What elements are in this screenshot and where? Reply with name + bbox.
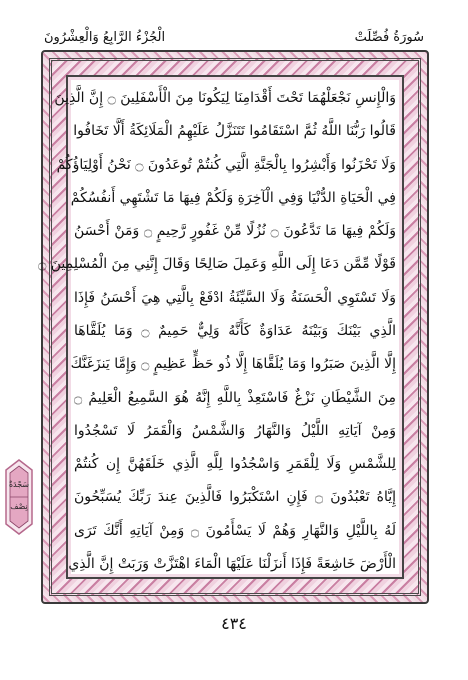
verse-line: قَالُوا رَبُّنَا اللَّهُ ثُمَّ اسْتَقَامُوا تَتَنَزَّلُ عَلَيْهِمُ الْمَلَائِكَةُ أَلَّا تَخَافُوا xyxy=(73,123,396,140)
verse-line: قَوْلًا مِّمَّن دَعَا إِلَى اللَّهِ وَعَمِلَ صَالِحًا وَقَالَ إِنَّنِي مِنَ الْمُسْلِمِينَ ۝ xyxy=(38,256,396,273)
sajdah-marker xyxy=(2,458,36,536)
page-header xyxy=(44,26,424,48)
sajdah-label: سَجْدَةٌ xyxy=(8,480,30,489)
verse-line: مِنَ الشَّيْطَانِ نَزْغٌ فَاسْتَعِذْ بِاللَّهِ إِنَّهُ هُوَ السَّمِيعُ الْعَلِيمُ ۝ xyxy=(74,389,396,406)
verse-line: وَالْإِنسِ نَجْعَلْهُمَا تَحْتَ أَقْدَامِنَا لِيَكُونَا مِنَ الْأَسْفَلِينَ ۝ إِنَّ الَّذِينَ xyxy=(54,90,396,106)
verse-line: لَهُ بِاللَّيْلِ وَالنَّهَارِ وَهُمْ لَا يَسْأَمُونَ ۝ وَمِنْ آيَاتِهِ أَنَّكَ تَرَى xyxy=(74,522,397,539)
hizb-fraction-label: نِصْف xyxy=(10,502,28,511)
page-number: ٤٣٤ xyxy=(221,614,247,633)
verse-line: وَلَا تَحْزَنُوا وَأَبْشِرُوا بِالْجَنَّةِ الَّتِي كُنتُمْ تُوعَدُونَ ۝ نَحْنُ أَوْلِيَاؤُكُمْ xyxy=(56,156,396,173)
surah-title: سُورَةُ فُصِّلَتْ xyxy=(354,29,424,45)
verse-line: الْأَرْضَ خَاشِعَةً فَإِذَا أَنزَلْنَا عَلَيْهَا الْمَاءَ اهْتَزَّتْ وَرَبَتْ إِنَّ الَّذِي xyxy=(68,555,396,572)
juz-title: الْجُزْءُ الرَّابِعُ وَالْعِشْرُونَ xyxy=(44,29,166,45)
verse-line: لِلشَّمْسِ وَلَا لِلْقَمَرِ وَاسْجُدُوا لِلَّهِ الَّذِي خَلَقَهُنَّ إِن كُنتُمْ xyxy=(74,456,396,473)
verse-line: وَلَا تَسْتَوِي الْحَسَنَةُ وَلَا السَّيِّئَةُ ادْفَعْ بِالَّتِي هِيَ أَحْسَنُ فَإِذَا xyxy=(74,289,396,306)
verse-line: وَمِنْ آيَاتِهِ اللَّيْلُ وَالنَّهَارُ وَالشَّمْسُ وَالْقَمَرُ لَا تَسْجُدُوا xyxy=(74,422,396,439)
verse-line: الَّذِي بَيْنَكَ وَبَيْنَهُ عَدَاوَةٌ كَأَنَّهُ وَلِيٌّ حَمِيمٌ ۝ وَمَا يُلَقَّاهَا xyxy=(74,322,396,339)
verse-line: وَلَكُمْ فِيهَا مَا تَدَّعُونَ ۝ نُزُلًا مِّنْ غَفُورٍ رَّحِيمٍ ۝ وَمَنْ أَحْسَنُ xyxy=(74,223,396,240)
verse-lines xyxy=(38,88,397,574)
verse-line: إِلَّا الَّذِينَ صَبَرُوا وَمَا يُلَقَّاهَا إِلَّا ذُو حَظٍّ عَظِيمٍ ۝ وَإِمَّا يَنزَغَنَّكَ xyxy=(70,356,396,373)
verse-line: فِي الْحَيَاةِ الدُّنْيَا وَفِي الْآخِرَةِ وَلَكُمْ فِيهَا مَا تَشْتَهِي أَنفُسُكُمْ xyxy=(70,189,396,206)
verse-line: إِيَّاهُ تَعْبُدُونَ ۝ فَإِنِ اسْتَكْبَرُوا فَالَّذِينَ عِندَ رَبِّكَ يُسَبِّحُونَ xyxy=(74,489,396,506)
sajdah-marker-ornament-icon xyxy=(2,458,36,536)
